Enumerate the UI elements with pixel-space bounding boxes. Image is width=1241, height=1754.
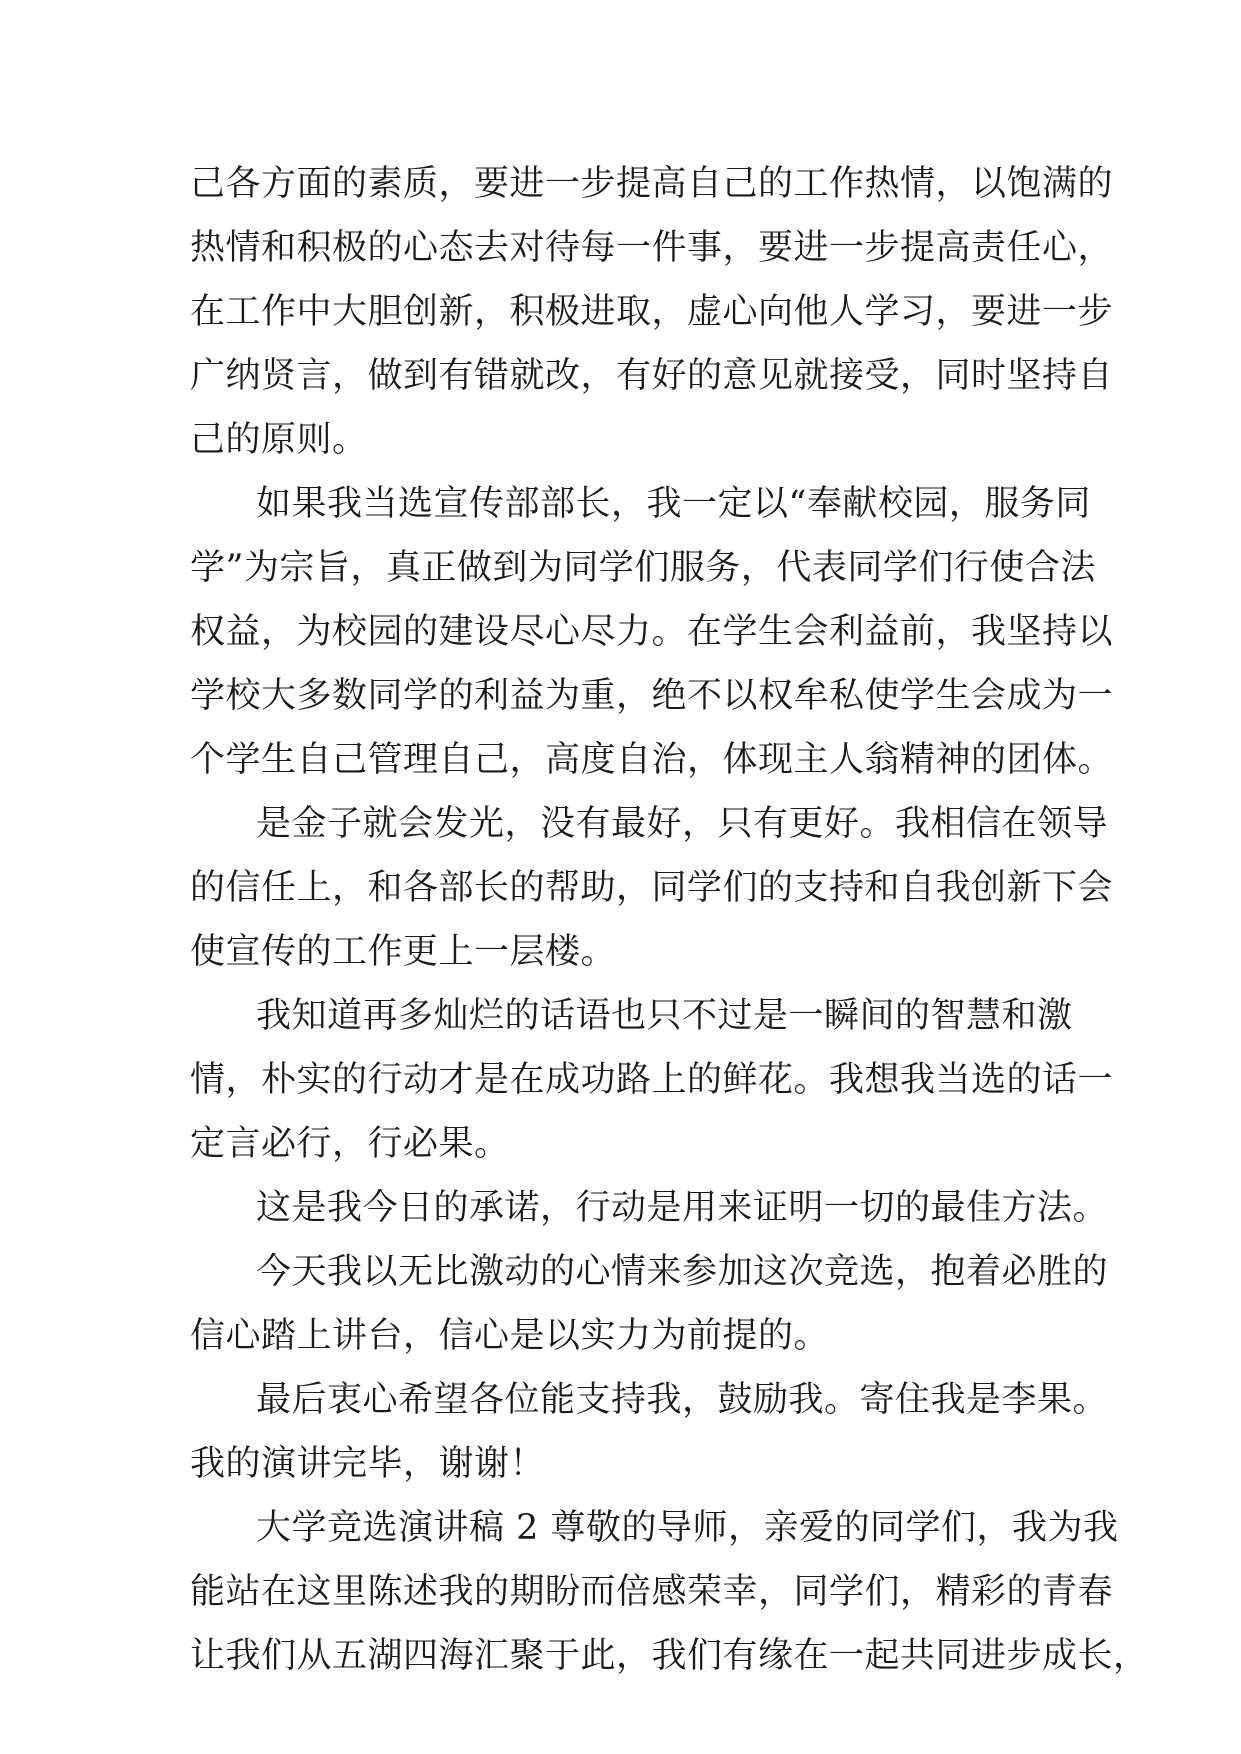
text-line: 今天我以无比激动的心情来参加这次竞选，抱着必胜的 [256, 1252, 1109, 1292]
text-line: 使宣传的工作更上一层楼。 [190, 932, 617, 972]
text-line: 让我们从五湖四海汇聚于此，我们有缘在一起共同进步成长， [190, 1636, 1149, 1676]
text-line: 学”为宗旨，真正做到为同学们服务，代表同学们行使合法 [190, 548, 1096, 588]
text-line: 己的原则。 [190, 420, 368, 460]
paragraph [190, 1496, 1149, 1688]
text-line: 能站在这里陈述我的期盼而倍感荣幸，同学们，精彩的青春 [190, 1572, 1114, 1612]
paragraph [190, 984, 1114, 1176]
text-line: 个学生自己管理自己，高度自治，体现主人翁精神的团体。 [190, 740, 1114, 780]
text-line: 在工作中大胆创新，积极进取，虚心向他人学习，要进一步 [190, 292, 1114, 332]
text-line: 是金子就会发光，没有最好，只有更好。我相信在领导 [256, 804, 1109, 844]
text-line: 大学竞选演讲稿 2 尊敬的导师，亲爱的同学们，我为我 [256, 1508, 1119, 1548]
text-line: 的信任上，和各部长的帮助，同学们的支持和自我创新下会 [190, 868, 1114, 908]
text-line: 学校大多数同学的利益为重，绝不以权牟私使学生会成为一 [190, 676, 1114, 716]
text-line: 信心踏上讲台，信心是以实力为前提的。 [190, 1316, 830, 1356]
text-line: 广纳贤言，做到有错就改，有好的意见就接受，同时坚持自 [190, 356, 1114, 396]
text-line: 最后衷心希望各位能支持我，鼓励我。寄住我是李果。 [256, 1380, 1109, 1420]
text-line: 热情和积极的心态去对待每一件事，要进一步提高责任心， [190, 228, 1114, 268]
text-line: 权益，为校园的建设尽心尽力。在学生会利益前，我坚持以 [190, 612, 1114, 652]
text-line: 我知道再多灿烂的话语也只不过是一瞬间的智慧和激 [256, 996, 1073, 1036]
text-line: 这是我今日的承诺，行动是用来证明一切的最佳方法。 [256, 1188, 1109, 1228]
text-line: 情，朴实的行动才是在成功路上的鲜花。我想我当选的话一 [190, 1060, 1114, 1100]
text-line: 如果我当选宣传部部长，我一定以“奉献校园，服务同 [256, 484, 1091, 524]
document-body [190, 152, 1149, 1688]
paragraph [190, 472, 1114, 792]
text-line: 定言必行，行必果。 [190, 1124, 510, 1164]
paragraph [190, 1176, 1109, 1240]
text-line: 己各方面的素质，要进一步提高自己的工作热情，以饱满的 [190, 164, 1114, 204]
paragraph [190, 792, 1114, 984]
paragraph [190, 1368, 1109, 1496]
text-line: 我的演讲完毕，谢谢！ [190, 1444, 546, 1484]
paragraph [190, 152, 1114, 472]
paragraph [190, 1240, 1109, 1368]
